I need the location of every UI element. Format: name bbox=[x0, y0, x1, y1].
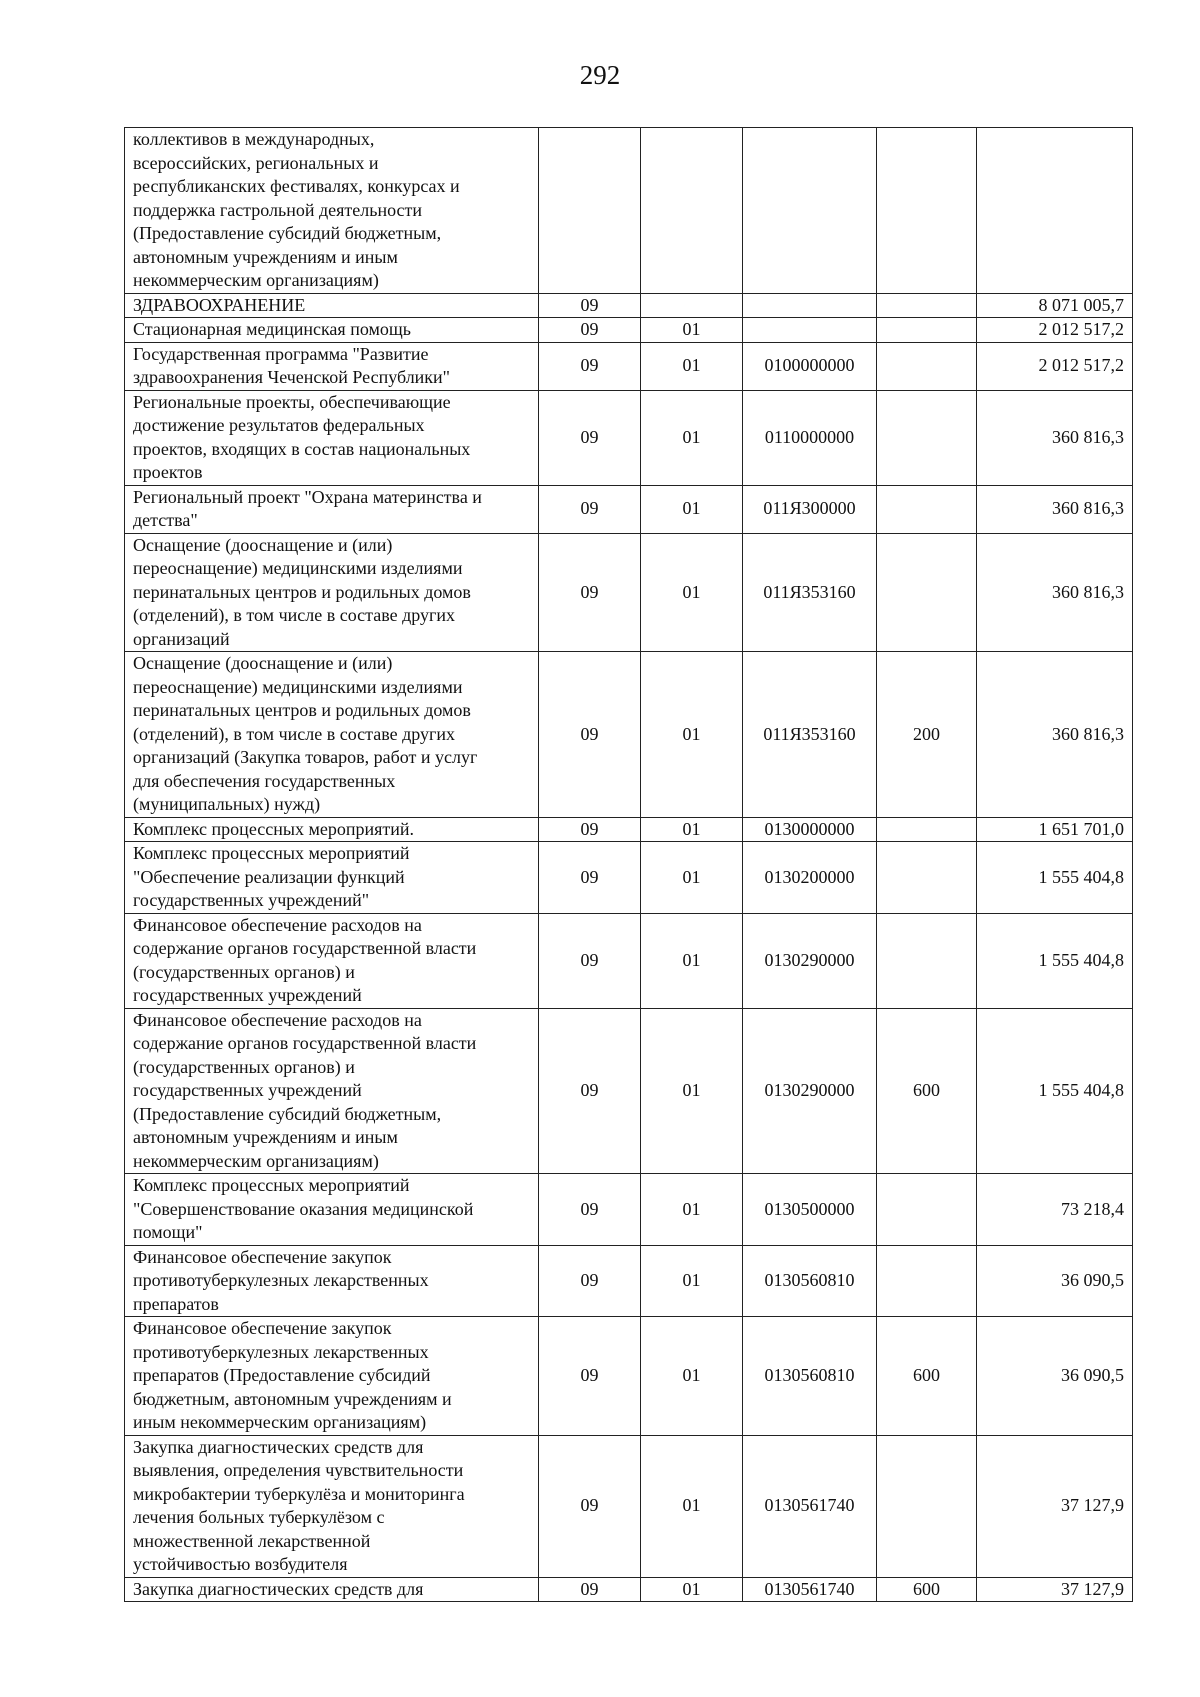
row-code-cell: 0130000000 bbox=[743, 817, 877, 842]
row-section-cell: 09 bbox=[539, 1245, 641, 1317]
table-row bbox=[125, 1435, 1133, 1577]
row-expense-type-cell bbox=[877, 1245, 977, 1317]
row-subsection-cell: 01 bbox=[641, 533, 743, 652]
row-section-cell: 09 bbox=[539, 817, 641, 842]
row-code-cell: 011Я353160 bbox=[743, 652, 877, 818]
row-name-cell bbox=[125, 293, 539, 318]
row-name-line: множественной лекарственной bbox=[133, 1530, 371, 1551]
row-code-cell bbox=[743, 128, 877, 294]
row-name-line: перинатальных центров и родильных домов bbox=[133, 700, 471, 720]
row-subsection-cell: 01 bbox=[641, 485, 743, 533]
row-expense-type-cell bbox=[877, 913, 977, 1008]
row-amount-cell: 36 090,5 bbox=[977, 1317, 1133, 1436]
row-name-line: препаратов (Предоставление субсидий bbox=[133, 1365, 431, 1385]
row-subsection-cell bbox=[641, 293, 743, 318]
row-amount-cell: 1 555 404,8 bbox=[977, 842, 1133, 914]
row-name-line: Финансовое обеспечение закупок bbox=[133, 1246, 392, 1267]
row-subsection-cell: 01 bbox=[641, 1317, 743, 1436]
table-row bbox=[125, 913, 1133, 1008]
row-expense-type-cell bbox=[877, 1174, 977, 1246]
page-number: 292 bbox=[579, 60, 621, 90]
table-row bbox=[125, 1577, 1133, 1602]
row-subsection-cell: 01 bbox=[641, 1577, 743, 1602]
row-amount-cell: 2 012 517,2 bbox=[977, 318, 1133, 343]
row-subsection-cell: 01 bbox=[641, 652, 743, 818]
row-subsection-cell bbox=[641, 128, 743, 294]
row-code-cell: 011Я353160 bbox=[743, 533, 877, 652]
row-name-line: Финансовое обеспечение закупок bbox=[133, 1318, 392, 1338]
row-section-cell: 09 bbox=[539, 1317, 641, 1436]
row-section-cell: 09 bbox=[539, 293, 641, 318]
row-expense-type-cell bbox=[877, 1435, 977, 1577]
table-row bbox=[125, 1008, 1133, 1174]
row-name-line: ЗДРАВООХРАНЕНИЕ bbox=[133, 294, 306, 315]
row-expense-type-cell: 600 bbox=[877, 1577, 977, 1602]
row-name-line: Государственная программа "Развитие bbox=[133, 343, 429, 364]
row-expense-type-cell bbox=[877, 817, 977, 842]
row-code-cell: 0130500000 bbox=[743, 1174, 877, 1246]
table-row bbox=[125, 1174, 1133, 1246]
row-name-line: иным некоммерческим организациям) bbox=[133, 1412, 427, 1432]
row-expense-type-cell bbox=[877, 318, 977, 343]
row-code-cell: 0130200000 bbox=[743, 842, 877, 914]
row-name-line: "Совершенствование оказания медицинской bbox=[133, 1198, 474, 1219]
row-name-cell bbox=[125, 533, 539, 652]
row-amount-cell: 2 012 517,2 bbox=[977, 342, 1133, 390]
row-name-line: бюджетным, автономным учреждениям и bbox=[133, 1388, 452, 1409]
row-section-cell: 09 bbox=[539, 1174, 641, 1246]
row-code-cell: 0130290000 bbox=[743, 913, 877, 1008]
row-name-line: для обеспечения государственных bbox=[133, 770, 396, 791]
table-row bbox=[125, 318, 1133, 343]
row-section-cell: 09 bbox=[539, 318, 641, 343]
row-code-cell: 0130560810 bbox=[743, 1245, 877, 1317]
table-row bbox=[125, 1245, 1133, 1317]
row-section-cell: 09 bbox=[539, 485, 641, 533]
row-name-line: противотуберкулезных лекарственных bbox=[133, 1270, 429, 1290]
row-section-cell: 09 bbox=[539, 913, 641, 1008]
row-subsection-cell: 01 bbox=[641, 1174, 743, 1246]
row-amount-cell: 73 218,4 bbox=[977, 1174, 1133, 1246]
row-name-line: детства" bbox=[133, 510, 198, 530]
row-name-line: Стационарная медицинская помощь bbox=[133, 319, 411, 339]
row-amount-cell: 1 555 404,8 bbox=[977, 913, 1133, 1008]
table-row bbox=[125, 390, 1133, 485]
row-name-line: (отделений), в том числе в составе других bbox=[133, 605, 456, 625]
row-name-line: Закупка диагностических средств для bbox=[133, 1436, 424, 1457]
row-code-cell: 0130290000 bbox=[743, 1008, 877, 1174]
row-amount-cell bbox=[977, 128, 1133, 294]
row-section-cell: 09 bbox=[539, 1577, 641, 1602]
row-amount-cell: 8 071 005,7 bbox=[977, 293, 1133, 318]
row-name-line: (государственных органов) и bbox=[133, 961, 355, 982]
row-expense-type-cell bbox=[877, 342, 977, 390]
table-row bbox=[125, 485, 1133, 533]
row-subsection-cell: 01 bbox=[641, 817, 743, 842]
row-section-cell: 09 bbox=[539, 1008, 641, 1174]
row-code-cell: 0130561740 bbox=[743, 1577, 877, 1602]
row-name-line: коллективов в международных, bbox=[133, 129, 375, 149]
row-name-line: микробактерии туберкулёза и мониторинга bbox=[133, 1483, 465, 1504]
row-name-line: автономным учреждениям и иным bbox=[133, 246, 398, 267]
row-name-cell bbox=[125, 842, 539, 914]
row-name-line: "Обеспечение реализации функций bbox=[133, 866, 405, 887]
row-name-line: Комплекс процессных мероприятий bbox=[133, 843, 410, 863]
row-amount-cell: 1 651 701,0 bbox=[977, 817, 1133, 842]
row-expense-type-cell bbox=[877, 293, 977, 318]
row-name-line: Комплекс процессных мероприятий. bbox=[133, 818, 415, 839]
budget-table bbox=[124, 127, 1133, 1602]
row-amount-cell: 360 816,3 bbox=[977, 652, 1133, 818]
row-subsection-cell: 01 bbox=[641, 1435, 743, 1577]
row-section-cell: 09 bbox=[539, 652, 641, 818]
row-name-line: проектов, входящих в состав национальных bbox=[133, 438, 471, 459]
row-subsection-cell: 01 bbox=[641, 842, 743, 914]
row-amount-cell: 37 127,9 bbox=[977, 1577, 1133, 1602]
row-name-line: Оснащение (дооснащение и (или) bbox=[133, 653, 393, 673]
row-name-line: автономным учреждениям и иным bbox=[133, 1127, 398, 1147]
row-code-cell bbox=[743, 318, 877, 343]
row-name-line: лечения больных туберкулёзом с bbox=[133, 1507, 385, 1527]
table-row bbox=[125, 293, 1133, 318]
row-name-line: здравоохранения Чеченской Республики" bbox=[133, 367, 451, 387]
row-name-cell bbox=[125, 1008, 539, 1174]
row-name-line: Региональный проект "Охрана материнства и bbox=[133, 486, 482, 507]
row-section-cell: 09 bbox=[539, 842, 641, 914]
row-code-cell: 0130560810 bbox=[743, 1317, 877, 1436]
row-name-cell bbox=[125, 485, 539, 533]
row-name-line: некоммерческим организациям) bbox=[133, 1150, 379, 1171]
row-name-line: помощи" bbox=[133, 1222, 203, 1242]
row-name-cell bbox=[125, 652, 539, 818]
table-row bbox=[125, 817, 1133, 842]
row-name-line: поддержка гастрольной деятельности bbox=[133, 199, 423, 220]
row-name-line: (Предоставление субсидий бюджетным, bbox=[133, 223, 442, 243]
row-amount-cell: 360 816,3 bbox=[977, 485, 1133, 533]
row-name-line: содержание органов государственной власти bbox=[133, 1033, 477, 1053]
row-name-line: государственных учреждений bbox=[133, 985, 362, 1005]
row-section-cell: 09 bbox=[539, 390, 641, 485]
row-name-line: организаций bbox=[133, 628, 230, 649]
row-name-line: государственных учреждений" bbox=[133, 890, 370, 910]
row-name-line: проектов bbox=[133, 462, 203, 482]
table-row bbox=[125, 842, 1133, 914]
row-name-cell bbox=[125, 1245, 539, 1317]
row-name-line: Финансовое обеспечение расходов на bbox=[133, 914, 422, 935]
row-name-cell bbox=[125, 1174, 539, 1246]
row-subsection-cell: 01 bbox=[641, 318, 743, 343]
row-name-line: переоснащение) медицинскими изделиями bbox=[133, 558, 463, 578]
row-name-line: всероссийских, региональных и bbox=[133, 152, 379, 173]
row-subsection-cell: 01 bbox=[641, 342, 743, 390]
row-name-line: (Предоставление субсидий бюджетным, bbox=[133, 1103, 442, 1124]
row-name-cell bbox=[125, 128, 539, 294]
row-subsection-cell: 01 bbox=[641, 1245, 743, 1317]
row-expense-type-cell bbox=[877, 485, 977, 533]
row-name-line: содержание органов государственной власти bbox=[133, 938, 477, 958]
row-name-line: Закупка диагностических средств для bbox=[133, 1578, 424, 1599]
row-section-cell: 09 bbox=[539, 1435, 641, 1577]
row-amount-cell: 1 555 404,8 bbox=[977, 1008, 1133, 1174]
row-name-line: Оснащение (дооснащение и (или) bbox=[133, 534, 393, 555]
row-name-line: переоснащение) медицинскими изделиями bbox=[133, 676, 463, 697]
row-name-cell bbox=[125, 1435, 539, 1577]
row-name-line: противотуберкулезных лекарственных bbox=[133, 1341, 429, 1362]
row-section-cell: 09 bbox=[539, 533, 641, 652]
table-row bbox=[125, 128, 1133, 294]
row-name-line: Финансовое обеспечение расходов на bbox=[133, 1009, 422, 1030]
row-code-cell bbox=[743, 293, 877, 318]
row-name-line: Комплекс процессных мероприятий bbox=[133, 1175, 410, 1195]
row-name-cell bbox=[125, 318, 539, 343]
row-name-line: Региональные проекты, обеспечивающие bbox=[133, 391, 451, 412]
table-row bbox=[125, 1317, 1133, 1436]
row-name-line: (муниципальных) нужд) bbox=[133, 794, 321, 814]
row-name-cell bbox=[125, 342, 539, 390]
row-name-line: (отделений), в том числе в составе других bbox=[133, 723, 456, 744]
table-row bbox=[125, 652, 1133, 818]
row-name-cell bbox=[125, 1577, 539, 1602]
row-name-cell bbox=[125, 390, 539, 485]
table-row bbox=[125, 342, 1133, 390]
row-name-line: республиканских фестивалях, конкурсах и bbox=[133, 176, 460, 196]
row-amount-cell: 360 816,3 bbox=[977, 390, 1133, 485]
row-name-line: организаций (Закупка товаров, работ и услуг bbox=[133, 747, 478, 767]
row-name-line: перинатальных центров и родильных домов bbox=[133, 581, 471, 602]
row-code-cell: 0110000000 bbox=[743, 390, 877, 485]
row-name-line: государственных учреждений bbox=[133, 1080, 362, 1100]
row-amount-cell: 37 127,9 bbox=[977, 1435, 1133, 1577]
row-amount-cell: 360 816,3 bbox=[977, 533, 1133, 652]
row-subsection-cell: 01 bbox=[641, 1008, 743, 1174]
row-expense-type-cell: 200 bbox=[877, 652, 977, 818]
row-name-line: устойчивостью возбудителя bbox=[133, 1554, 348, 1574]
budget-table-body bbox=[125, 128, 1133, 1602]
row-name-line: (государственных органов) и bbox=[133, 1056, 355, 1077]
row-amount-cell: 36 090,5 bbox=[977, 1245, 1133, 1317]
row-name-line: выявления, определения чувствительности bbox=[133, 1460, 464, 1480]
row-name-cell bbox=[125, 1317, 539, 1436]
table-row bbox=[125, 533, 1133, 652]
row-expense-type-cell bbox=[877, 533, 977, 652]
row-section-cell bbox=[539, 128, 641, 294]
row-code-cell: 0100000000 bbox=[743, 342, 877, 390]
row-subsection-cell: 01 bbox=[641, 390, 743, 485]
row-subsection-cell: 01 bbox=[641, 913, 743, 1008]
row-expense-type-cell: 600 bbox=[877, 1008, 977, 1174]
row-name-line: некоммерческим организациям) bbox=[133, 270, 379, 290]
row-expense-type-cell bbox=[877, 842, 977, 914]
row-name-cell bbox=[125, 913, 539, 1008]
row-code-cell: 011Я300000 bbox=[743, 485, 877, 533]
row-name-cell bbox=[125, 817, 539, 842]
row-expense-type-cell bbox=[877, 390, 977, 485]
row-expense-type-cell: 600 bbox=[877, 1317, 977, 1436]
row-code-cell: 0130561740 bbox=[743, 1435, 877, 1577]
row-expense-type-cell bbox=[877, 128, 977, 294]
row-name-line: препаратов bbox=[133, 1293, 219, 1314]
row-section-cell: 09 bbox=[539, 342, 641, 390]
row-name-line: достижение результатов федеральных bbox=[133, 415, 425, 435]
